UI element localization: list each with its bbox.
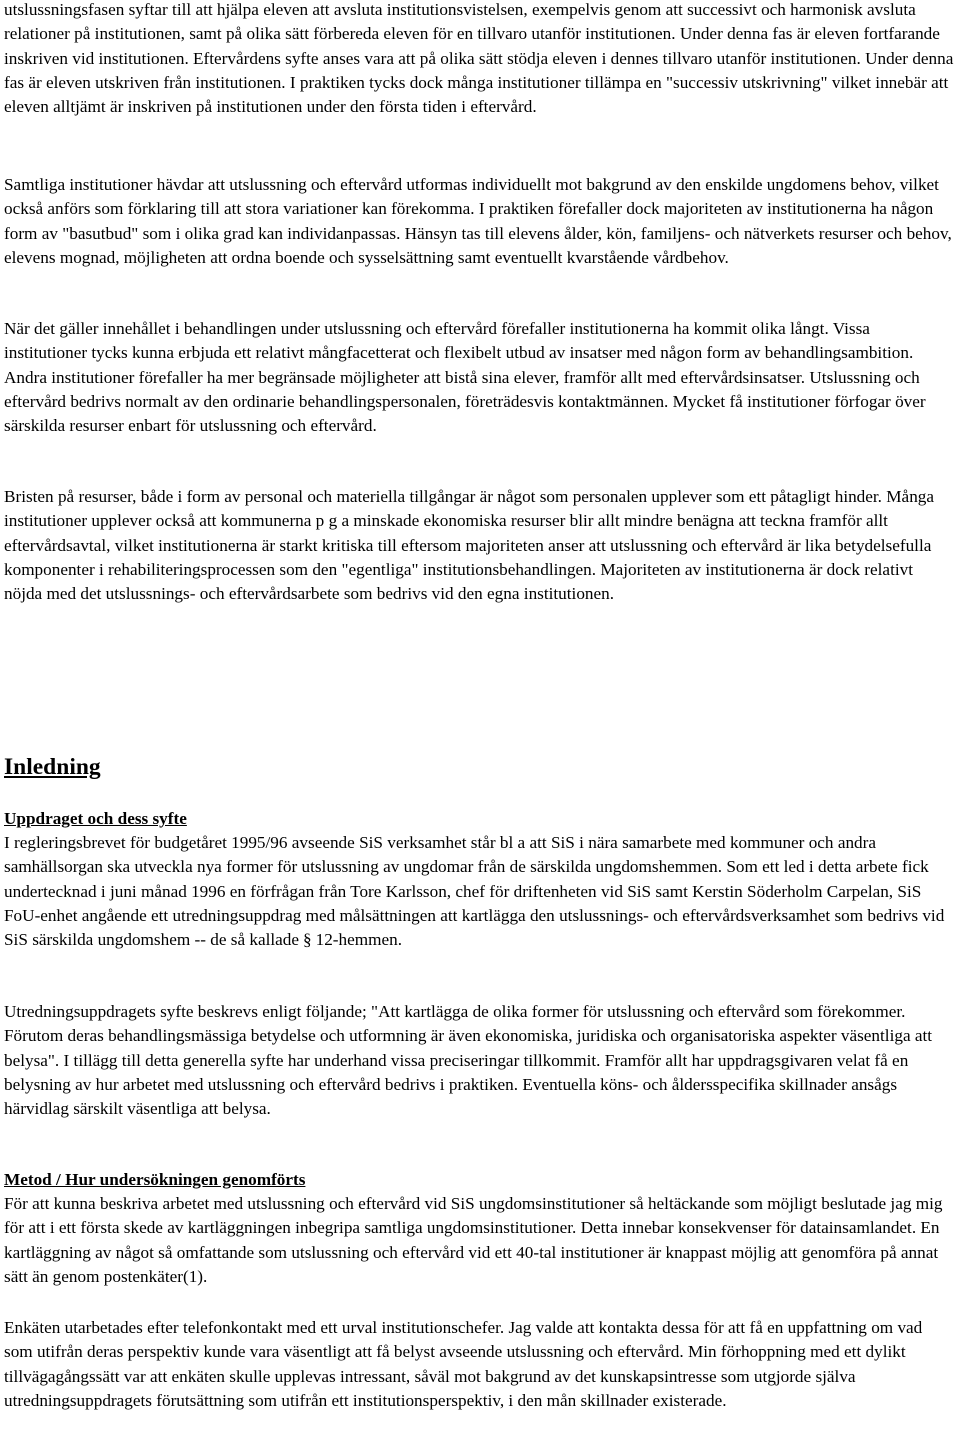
- section-uppdraget: [4, 807, 954, 952]
- paragraph-utslussningsfasen: utslussningsfasen syftar till att hjälpa eleven att avsluta institutionsvistelsen, exempelvis genom att successivt och harmonisk avsluta relationer på institutionen, samt på olika sätt förbereda eleven för en tillvaro utanför institutionen. Under denna fas är eleven fortfarande inskriven vid institutionen. Eftervårdens syfte anses vara att på olika sätt stödja eleven i dennes tillvaro utanför institutionen. Under denna fas är eleven utskriven från institutionen. I praktiken tycks dock många institutioner tillämpa en "successiv utskrivning" vilket innebär att eleven alltjämt är inskriven på institutionen under den första tiden i eftervård.: [4, 0, 954, 117]
- paragraph-samtliga-institutioner: Samtliga institutioner hävdar att utslussning och eftervård utformas individuellt mot bakgrund av den enskilde ungdomens behov, vilket också anförs som förklaring till att stora variationer kan förekomma. I praktiken förefaller dock majoriteten av institutionerna ha någon form av "basutbud" som i olika grad kan individanpassas. Hänsyn tas till elevens ålder, kön, familjens- och nätverkets resurser och behov, elevens mognad, möjligheten att ordna boende och sysselsättning samt eventuellt kvarstående vårdbehov.: [4, 175, 952, 267]
- subheading-metod: Metod / Hur undersökningen genomförts: [4, 1170, 306, 1189]
- paragraph-utredningsuppdragets-syfte: Utredningsuppdragets syfte beskrevs enligt följande; "Att kartlägga de olika former för utslussning och eftervård som förekommer. Förutom deras behandlingsmässiga betydelse och utformning är även ekonomiska, juridiska och organisatoriska aspekter väsentliga att belysa". I tillägg till detta generella syfte har underhand vissa preciseringar tillkommit. Framför allt har uppdragsgivaren velat få en belysning av hur arbetet med utslussning och eftervård bedrivs i praktiken. Eventuella köns- och åldersspecifika skillnader ansågs härvidlag särskilt väsentliga att belysa.: [4, 1002, 933, 1119]
- paragraph-regleringsbrevet-end: 12-hemmen.: [315, 930, 402, 950]
- paragraph-regleringsbrevet-text: I regleringsbrevet för budgetåret 1995/96 avseende SiS verksamhet står bl a att SiS i nära samarbete med kommuner och andra samhällsorgan ska utveckla nya former för utslussning av ungdomar från de särskilda ungdomshemmen. Som ett led i detta arbete fick undertecknad i juni månad 1996 en förfrågan från Tore Karlsson, chef för driftenheten vid SiS samt Kerstin Söderholm Carpelan, SiS FoU-enhet angående ett utredningsuppdrag med målsättningen att kartlägga den utslussnings- och eftervårdsverksamhet som bedrivs vid SiS särskilda ungdomshem -- de så kallade: [4, 833, 945, 950]
- paragraph-bristen-pa-resurser: Bristen på resurser, både i form av personal och materiella tillgångar är något som personalen upplever som ett påtagligt hinder. Många institutioner upplever också att kommunerna p g a minskade ekonomiska resurser blir allt mindre benägna att teckna framför allt eftervårdsavtal, vilket institutionerna är starkt kritiska till eftersom majoriteten anser att utslussning och eftervård är lika betydelsefulla komponenter i rehabiliteringsprocessen som den "egentliga" institutionsbehandlingen. Majoriteten av institutionerna är dock relativt nöjda med det utslussnings- och eftervårdsarbete som bedrivs vid den egna institutionen.: [4, 487, 935, 604]
- section-metod: [4, 1168, 954, 1289]
- section-sign-glyph: §: [303, 930, 312, 950]
- paragraph-innehallet-i-behandlingen: När det gäller innehållet i behandlingen under utslussning och eftervård förefaller institutionerna ha kommit olika långt. Vissa institutioner tycks kunna erbjuda ett relativt mångfacetterat och flexibelt utbud av insatser med någon form av behandlingsambition. Andra institutioner förefaller ha mer begränsade möjligheter att bistå sina elever, framför allt med eftervårdsinsatser. Utslussning och eftervård bedrivs normalt av den ordinarie behandlingspersonalen, företrädesvis kontaktmännen. Mycket få institutioner förfogar över särskilda resurser enbart för utslussning och eftervård.: [4, 319, 926, 436]
- paragraph-regleringsbrevet: [4, 831, 954, 952]
- paragraph-enkaten-utarbetades: Enkäten utarbetades efter telefonkontakt med ett urval institutionschefer. Jag valde att kontakta dessa för att få en uppfattning om vad som utifrån deras perspektiv kunde vara väsentligt att få belyst avseende utslussning och eftervård. Min förhoppning med ett dylikt tillvägagångssätt var att enkäten skulle upplevas intressant, såväl mot bakgrund av det kunskapsintresse som utgjorde själva utredningsuppdragets förutsättning som utifrån ett institutionsperspektiv, i den mån skillnader existerade.: [4, 1318, 923, 1410]
- heading-inledning: Inledning: [4, 754, 101, 780]
- subheading-uppdraget-och-dess-syfte: Uppdraget och dess syfte: [4, 809, 187, 828]
- paragraph-for-att-kunna-beskriva: För att kunna beskriva arbetet med utslussning och eftervård vid SiS ungdomsinstitutioner så heltäckande som möjligt beslutade jag mig för att i ett första skede av kartläggningen inbegripa samtliga ungdomsinstitutioner. Detta innebar konsekvenser för datainsamlandet. En kartläggning av något så omfattande som utslussning och eftervård vid ett 40-tal institutioner är knappast möjlig att genomföra på annat sätt än genom postenkäter(1).: [4, 1194, 943, 1286]
